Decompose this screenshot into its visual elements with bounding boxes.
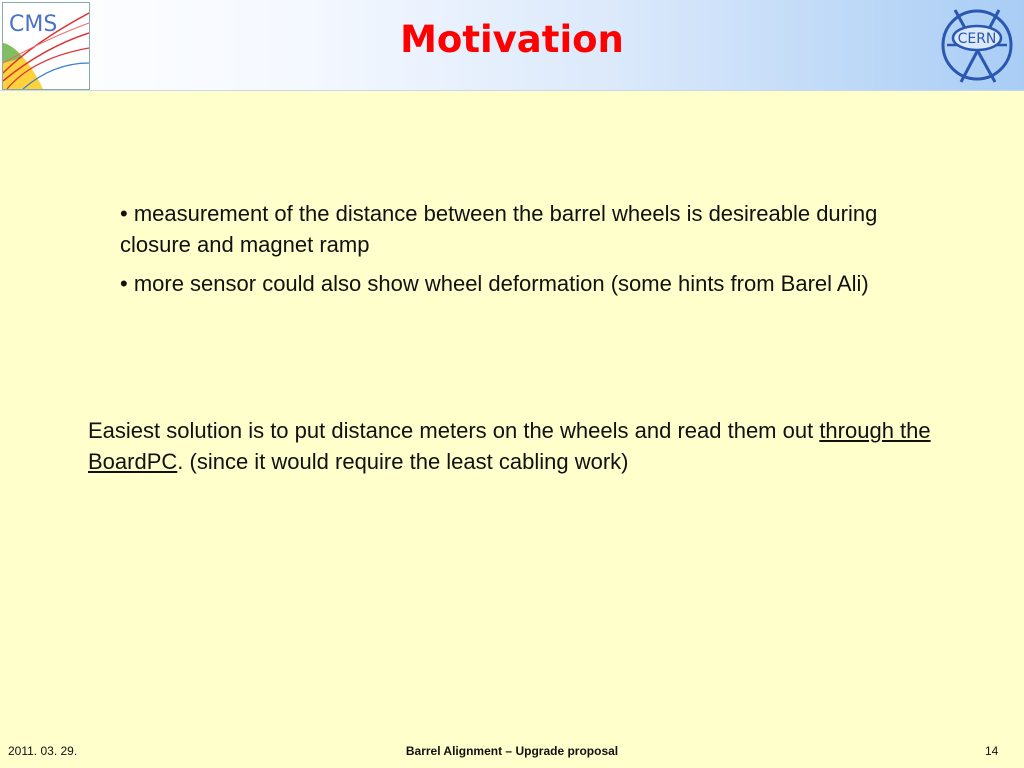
cms-logo-text: CMS xyxy=(9,12,58,37)
bullet-item: • more sensor could also show wheel deformation (some hints from Barel Ali) xyxy=(120,271,869,296)
slide-header xyxy=(0,0,1024,91)
boardpc-link[interactable]: through the BoardPC xyxy=(88,418,931,474)
paragraph-lead: Easiest solution is to put distance meters on the wheels and read them out xyxy=(88,418,820,443)
bullet-item: • measurement of the distance between the barrel wheels is desireable during closure and magnet ramp xyxy=(120,201,878,257)
footer-date: 2011. 03. 29. xyxy=(8,744,78,758)
cern-logo-text: CERN xyxy=(957,31,997,47)
cern-logo xyxy=(933,2,1021,88)
paragraph-tail: . (since it would require the least cabling work) xyxy=(177,449,629,474)
page-title: Motivation xyxy=(400,18,624,61)
solution-paragraph xyxy=(88,415,968,477)
page-number: 14 xyxy=(985,744,999,758)
bullet-list xyxy=(120,198,910,307)
footer-title: Barrel Alignment – Upgrade proposal xyxy=(405,744,619,758)
